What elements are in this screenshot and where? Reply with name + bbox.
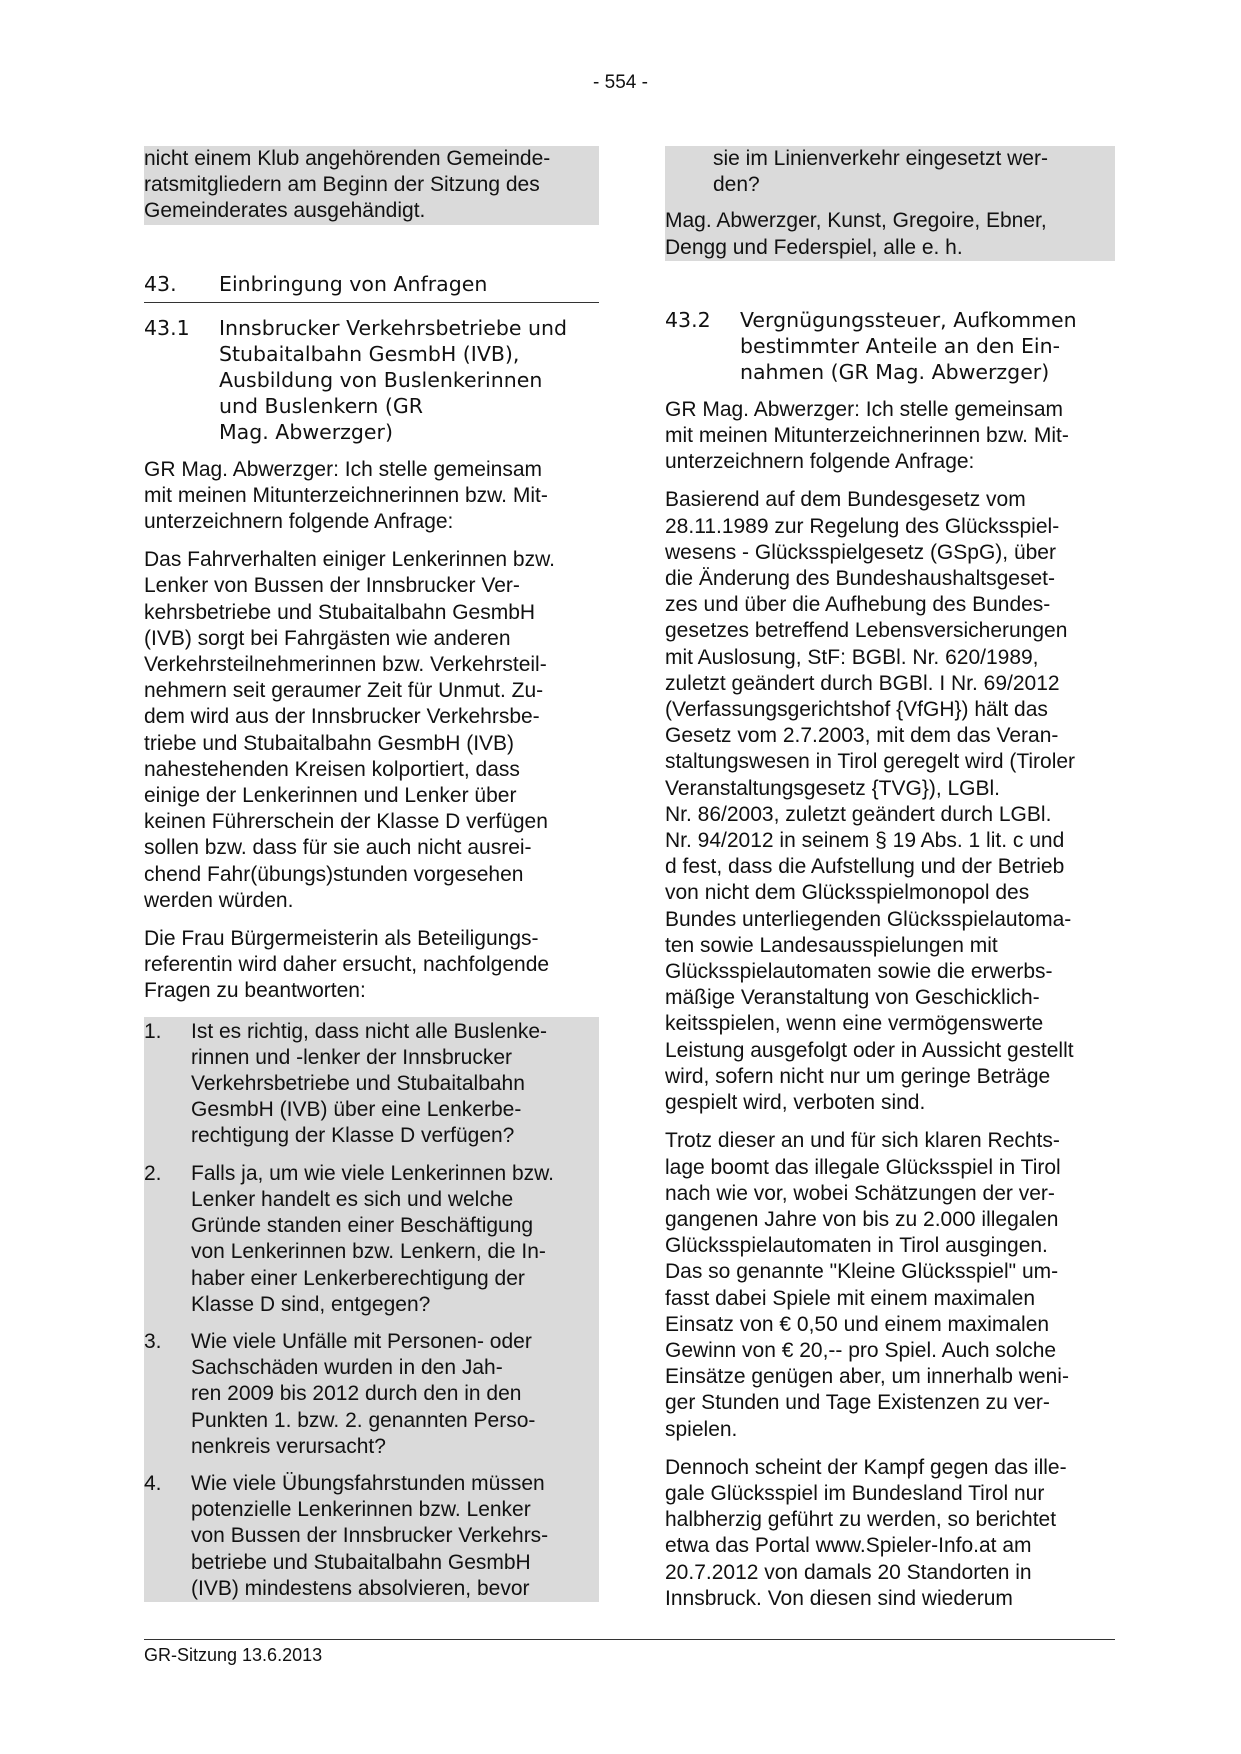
text-line: sollen bzw. dass für sie auch nicht ausrei- <box>144 836 532 860</box>
text-line: (Verfassungsgerichtshof {VfGH}) hält das <box>665 698 1048 722</box>
text-line: d fest, dass die Aufstellung und der Betrieb <box>665 855 1065 879</box>
text-line: Gesetz vom 2.7.2003, mit dem das Veran- <box>665 724 1059 748</box>
right-column <box>665 146 1115 1624</box>
text-line: Wie viele Unfälle mit Personen- oder <box>191 1329 532 1353</box>
text-line: mit meinen Mitunterzeichnerinnen bzw. Mit- <box>144 483 548 507</box>
text-line: keinen Führerschein der Klasse D verfügen <box>144 810 548 834</box>
intro-continuation <box>144 146 599 225</box>
text-line: Verkehrsbetriebe und Stubaitalbahn <box>191 1072 525 1096</box>
paragraph <box>144 926 599 1005</box>
text-line: Ist es richtig, dass nicht alle Buslenke- <box>191 1019 547 1043</box>
title-line: nahmen (GR Mag. Abwerzger) <box>740 359 1050 384</box>
question-list <box>144 1017 599 1602</box>
text-line: Glücksspielautomaten in Tirol ausgingen. <box>665 1234 1048 1258</box>
paragraph <box>665 1128 1115 1442</box>
text-line: rinnen und -lenker der Innsbrucker <box>191 1045 513 1069</box>
intro-paragraph <box>665 397 1115 476</box>
text-line: Klasse D sind, entgegen? <box>191 1292 431 1316</box>
text-line: Mag. Abwerzger, Kunst, Gregoire, Ebner, <box>665 209 1047 233</box>
question-number: 2. <box>144 1161 162 1185</box>
text-line: Sachschäden wurden in den Jah- <box>191 1356 503 1380</box>
question-text <box>191 1019 599 1150</box>
text-line: Dengg und Federspiel, alle e. h. <box>665 235 963 259</box>
question-item <box>144 1161 599 1318</box>
text-line: gespielt wird, verboten sind. <box>665 1091 926 1115</box>
text-line: werden würden. <box>144 888 294 912</box>
text-line: triebe und Stubaitalbahn GesmbH (IVB) <box>144 731 515 755</box>
text-line: Punkten 1. bzw. 2. genannten Perso- <box>191 1408 536 1432</box>
signers <box>665 208 1115 260</box>
question-number: 1. <box>144 1019 162 1043</box>
text-line: halbherzig geführt zu werden, so berichtet <box>665 1508 1057 1532</box>
title-line: Innsbrucker Verkehrsbetriebe und <box>219 315 567 340</box>
footer-divider <box>144 1639 1115 1640</box>
title-line: Mag. Abwerzger) <box>219 419 393 444</box>
text-line: wird, sofern nicht nur um geringe Beträge <box>665 1064 1051 1088</box>
text-line: Dennoch scheint der Kampf gegen das ille- <box>665 1455 1067 1479</box>
text-line: Die Frau Bürgermeisterin als Beteiligungs- <box>144 927 539 951</box>
question-item <box>144 1471 599 1602</box>
text-line: spielen. <box>665 1417 738 1441</box>
paragraph <box>665 487 1115 1116</box>
text-line: Falls ja, um wie viele Lenkerinnen bzw. <box>191 1161 555 1185</box>
text-line: nehmern seit geraumer Zeit für Unmut. Zu- <box>144 679 544 703</box>
text-line: die Änderung des Bundeshaushaltsgeset- <box>665 567 1055 591</box>
subsection-title <box>219 315 599 445</box>
text-line: unterzeichnern folgende Anfrage: <box>665 450 975 474</box>
text-line: betriebe und Stubaitalbahn GesmbH <box>191 1550 531 1574</box>
question-number: 4. <box>144 1471 162 1495</box>
title-line: und Buslenkern (GR <box>219 393 424 418</box>
text-line: Gemeinderates ausgehändigt. <box>144 199 426 223</box>
title-line: Stubaitalbahn GesmbH (IVB), <box>219 341 520 366</box>
text-line: zuletzt geändert durch BGBl. I Nr. 69/2012 <box>665 671 1060 695</box>
text-line: Lenker von Bussen der Innsbrucker Ver- <box>144 574 520 598</box>
text-line: Fragen zu beantworten: <box>144 979 366 1003</box>
text-line: 20.7.2012 von damals 20 Standorten in <box>665 1560 1032 1584</box>
text-line: 28.11.1989 zur Regelung des Glücksspiel- <box>665 514 1060 538</box>
text-line: Wie viele Übungsfahrstunden müssen <box>191 1471 545 1495</box>
text-line: mit meinen Mitunterzeichnerinnen bzw. Mit- <box>665 424 1069 448</box>
subsection-heading <box>665 307 1115 385</box>
text-line: Trotz dieser an und für sich klaren Rechts- <box>665 1129 1060 1153</box>
text-line: sie im Linienverkehr eingesetzt wer- <box>713 147 1048 170</box>
text-line: ger Stunden und Tage Existenzen zu ver- <box>665 1391 1050 1415</box>
title-line: bestimmter Anteile an den Ein- <box>740 333 1061 358</box>
text-line: etwa das Portal www.Spieler-Info.at am <box>665 1534 1032 1558</box>
footer-text: GR-Sitzung 13.6.2013 <box>144 1645 323 1665</box>
text-line: den? <box>713 173 760 197</box>
text-line: nenkreis verursacht? <box>191 1434 386 1458</box>
question-number: 3. <box>144 1329 162 1353</box>
text-line: ten sowie Landesausspielungen mit <box>665 933 998 957</box>
text-line: GR Mag. Abwerzger: Ich stelle gemeinsam <box>144 457 542 481</box>
text-line: Einsätze genügen aber, um innerhalb weni- <box>665 1365 1069 1389</box>
text-line: GesmbH (IVB) über eine Lenkerbe- <box>191 1098 522 1122</box>
left-column <box>144 146 599 1602</box>
question-item <box>144 1329 599 1460</box>
paragraph <box>665 1455 1115 1612</box>
text-line: (IVB) mindestens absolvieren, bevor <box>191 1576 530 1600</box>
text-line: gale Glücksspiel im Bundesland Tirol nur <box>665 1481 1045 1505</box>
text-line: staltungswesen in Tirol geregelt wird (Tiroler <box>665 750 1076 774</box>
text-line: wesens - Glücksspielgesetz (GSpG), über <box>665 540 1056 564</box>
text-line: Innsbruck. Von diesen sind wiederum <box>665 1586 1013 1610</box>
subsection-number: 43.2 <box>665 307 711 332</box>
text-line: von Bussen der Innsbrucker Verkehrs- <box>191 1524 549 1548</box>
text-line: Nr. 94/2012 in seinem § 19 Abs. 1 lit. c und <box>665 829 1065 853</box>
text-line: zes und über die Aufhebung des Bundes- <box>665 593 1051 617</box>
text-line: (IVB) sorgt bei Fahrgästen wie anderen <box>144 626 511 650</box>
text-line: einige der Lenkerinnen und Lenker über <box>144 784 517 808</box>
text-line: GR Mag. Abwerzger: Ich stelle gemeinsam <box>665 397 1063 421</box>
text-line: Bundes unterliegenden Glücksspielautoma- <box>665 907 1072 931</box>
text-line: nahestehenden Kreisen kolportiert, dass <box>144 757 520 781</box>
text-line: gangenen Jahre von bis zu 2.000 illegalen <box>665 1207 1059 1231</box>
text-line: Das so genannte "Kleine Glücksspiel" um- <box>665 1260 1059 1284</box>
text-line: kehrsbetriebe und Stubaitalbahn GesmbH <box>144 600 536 624</box>
text-line: gesetzes betreffend Lebensversicherungen <box>665 619 1068 643</box>
text-line: referentin wird daher ersucht, nachfolgende <box>144 953 550 977</box>
subsection-number: 43.1 <box>144 315 190 340</box>
section-number: 43. <box>144 271 177 296</box>
text-line: von Lenkerinnen bzw. Lenkern, die In- <box>191 1240 546 1264</box>
text-line: von nicht dem Glücksspielmonopol des <box>665 881 1030 905</box>
text-line: keitsspielen, wenn eine vermögenswerte <box>665 1012 1044 1036</box>
subsection-heading <box>144 315 599 445</box>
text-line: mäßige Veranstaltung von Geschicklich- <box>665 986 1040 1010</box>
text-line: Glücksspielautomaten sowie die erwerbs- <box>665 960 1053 984</box>
text-line: Lenker handelt es sich und welche <box>191 1187 514 1211</box>
text-line: Nr. 86/2003, zuletzt geändert durch LGBl. <box>665 802 1052 826</box>
title-line: Ausbildung von Buslenkerinnen <box>219 367 543 392</box>
text-line: nach wie vor, wobei Schätzungen der ver- <box>665 1181 1055 1205</box>
subsection-title <box>740 307 1115 385</box>
question-item <box>144 1019 599 1150</box>
section-heading <box>144 271 599 303</box>
text-line: potenzielle Lenkerinnen bzw. Lenker <box>191 1498 531 1522</box>
question-text <box>191 1471 599 1602</box>
text-line: lage boomt das illegale Glücksspiel in Tirol <box>665 1155 1061 1179</box>
question-text <box>191 1161 599 1318</box>
text-line: Leistung ausgefolgt oder in Aussicht gestellt <box>665 1038 1074 1062</box>
page-number: - 554 - <box>593 72 648 93</box>
text-line: dem wird aus der Innsbrucker Verkehrsbe- <box>144 705 540 729</box>
text-line: Gewinn von € 20,-- pro Spiel. Auch solche <box>665 1338 1057 1362</box>
paragraph <box>144 547 599 914</box>
question-text <box>191 1329 599 1460</box>
text-line: Veranstaltungsgesetz {TVG}), LGBl. <box>665 776 1001 800</box>
intro-paragraph <box>144 457 599 536</box>
question-continuation <box>665 146 1115 208</box>
text-line: Verkehrsteilnehmerinnen bzw. Verkehrsteil- <box>144 653 547 677</box>
text-line: chend Fahr(übungs)stunden vorgesehen <box>144 862 524 886</box>
text-line: Das Fahrverhalten einiger Lenkerinnen bzw. <box>144 548 555 572</box>
text-line: mit Auslosung, StF: BGBl. Nr. 620/1989, <box>665 645 1039 669</box>
text-line: ren 2009 bis 2012 durch den in den <box>191 1382 522 1406</box>
title-line: Vergnügungssteuer, Aufkommen <box>740 307 1077 332</box>
section-title: Einbringung von Anfragen <box>219 271 488 296</box>
text-line: unterzeichnern folgende Anfrage: <box>144 510 454 534</box>
text-line: Basierend auf dem Bundesgesetz vom <box>665 488 1026 512</box>
text-line: ratsmitgliedern am Beginn der Sitzung des <box>144 173 540 197</box>
text-line: rechtigung der Klasse D verfügen? <box>191 1124 515 1148</box>
text-line: Gründe standen einer Beschäftigung <box>191 1214 534 1238</box>
text-line: fasst dabei Spiele mit einem maximalen <box>665 1286 1036 1310</box>
text-line: Einsatz von € 0,50 und einem maximalen <box>665 1312 1050 1336</box>
text-line: haber einer Lenkerberechtigung der <box>191 1266 525 1290</box>
text-line: nicht einem Klub angehörenden Gemeinde- <box>144 147 551 170</box>
